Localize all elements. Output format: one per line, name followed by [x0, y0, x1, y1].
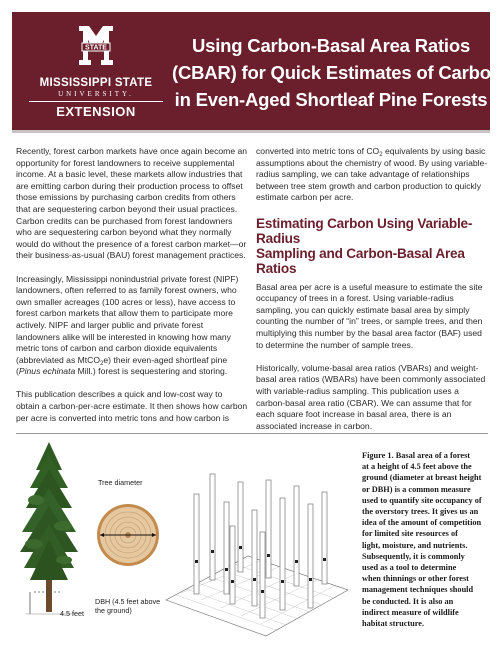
basal-area-paragraph: Basal area per acre is a useful measure to estimate the site occupancy of trees in a forest. Using variable-radius sampling, you can quickly estimate basal area by simply counting the number of “in” trees, or sample trees, and then multiplying this number by the basal area factor (BAF) used to determine the number of sample trees.	[256, 281, 483, 350]
page-title	[172, 32, 502, 113]
logo-divider	[29, 101, 163, 102]
logo-university: UNIVERSITY.	[58, 90, 134, 98]
right-column	[256, 146, 488, 444]
cbar-paragraph: Historically, volume-basal area ratios (VBARs) and weight- basal area ratios (WBARs) have been commonly associated with variable-radius sampling. This publication uses a carbon-basal area ratio (CBAR). We can assume that for each square foot increase in basal area, there is an associated increase in carbon.	[256, 362, 486, 431]
label-dbh: DBH (4.5 feet above the ground)	[95, 597, 161, 615]
figure-caption: Figure 1. Basal area of a forest at a height of 4.5 feet above the ground (diameter at breast height or DBH) is a common measure used to quantify site occupancy of the overstory trees. It gives us an idea of the amount of competition for limited site resources of light, moisture, and nutrients. Subsequently, it is commonly used as a tool to determine when thinnings or other forest management techniques should be conducted. It is also an indirect measure of wildlife habitat structure.	[362, 451, 482, 629]
title-line: (CBAR) for Quick Estimates of Carbon	[172, 62, 502, 83]
intro-paragraph: Recently, forest carbon markets have once again become an opportunity for forest landowners to receive supplemental income. At a basic level, these markets allow industries that are emitting carbon during their production process to offset those emissions by purchasing carbon credits from others that are sequestering carbon beyond their usual practices. Carbon credits can be purchased from forest landowners who are sequestering carbon beyond what they normally would do without the presence of a forest carbon market—or their business-as-usual (BAU) forest management practices.	[16, 146, 248, 261]
nipf-paragraph: Increasingly, Mississippi nonindustrial private forest (NIPF) landowners, often referred to as family forest owners, who own smaller acreages (100 acres or less), have access to forest carbon markets that allow them to participate more actively. NIPF and larger public and private forest landowners alike will be interested in knowing how many metric tons of carbon and carbon dioxide equivalents (abbreviated as MtCO$_2$e) their even-aged shortleaf pine (Pinus echinata Mill.) forest is sequestering and storing.	[16, 273, 239, 377]
header-banner	[12, 12, 502, 130]
stand-diagram	[166, 474, 348, 636]
msu-emblem-icon	[67, 22, 125, 68]
logo-extension: EXTENSION	[56, 104, 136, 119]
logo-name: MISSISSIPPI STATE	[39, 77, 153, 89]
svg-text:STATE: STATE	[85, 44, 107, 52]
left-column	[16, 146, 248, 436]
tree-cross-section-image	[97, 504, 159, 566]
label-height: 4.5 feet	[60, 609, 84, 618]
method-paragraph: This publication describes a quick and low-cost way to obtain a carbon-per-acre estimate. It then shows how carbon per acre is converted into metric tons and how carbon is	[16, 389, 248, 423]
label-tree-diameter: Tree diameter	[98, 478, 143, 487]
pine-tree-image	[20, 442, 78, 614]
title-line: in Even-Aged Shortleaf Pine Forests	[174, 89, 488, 110]
conversion-paragraph: converted into metric tons of $CO_2$ equivalents by using basic assumptions about the chemistry of wood. By using variable- radius sampling, we can take advantage of relationships between tree stem growth and carbon production to quickly estimate carbon per acre.	[256, 146, 488, 203]
title-line: Using Carbon-Basal Area Ratios	[191, 35, 471, 56]
banner-rule	[12, 130, 490, 133]
figure-divider	[16, 433, 488, 434]
msu-extension-logo	[26, 22, 166, 122]
section-heading: Estimating Carbon Using Variable-Radius Sampling and Carbon-Basal Area Ratios	[256, 215, 473, 276]
